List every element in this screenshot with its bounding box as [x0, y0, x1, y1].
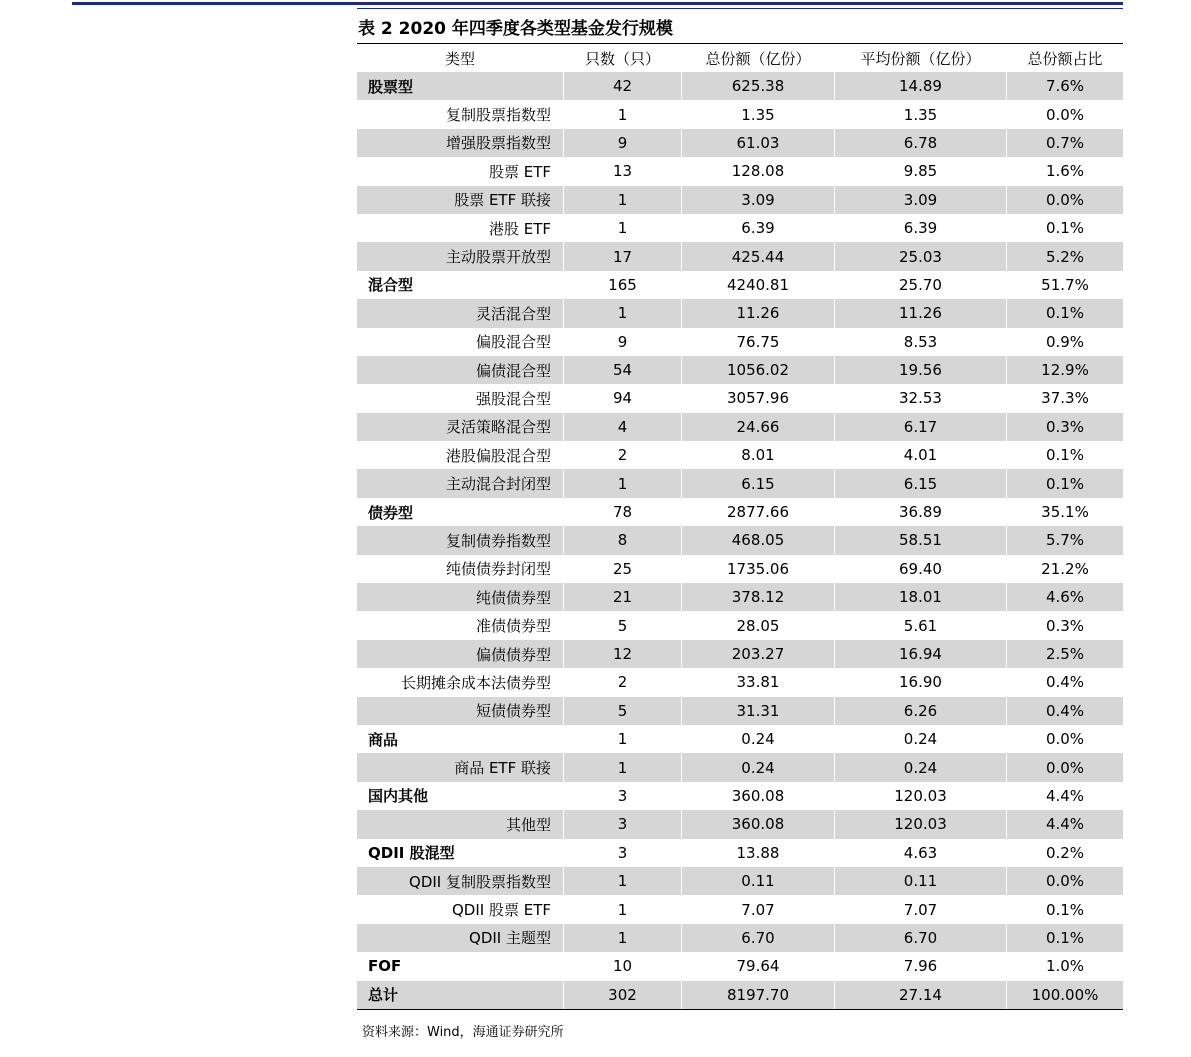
table-row: [357, 242, 1123, 270]
table-row: [357, 413, 1123, 441]
cell-share-ratio: 1.6%: [1045, 162, 1085, 181]
cell-total-shares: 468.05: [682, 526, 835, 554]
cell-total-shares: 28.05: [682, 611, 835, 639]
table-header-row: [357, 44, 1123, 72]
cell-share-ratio: 5.2%: [1045, 247, 1085, 266]
cell-average-shares: 19.56: [835, 356, 1007, 384]
cell-total-shares: 360.08: [682, 782, 835, 810]
cell-average-shares: 1.35: [835, 100, 1007, 128]
cell-share-ratio: 0.1%: [1045, 446, 1085, 465]
cell-average-shares: 25.03: [835, 242, 1007, 270]
cell-average-shares: 32.53: [835, 384, 1007, 412]
cell-total-shares: 0.11: [682, 867, 835, 895]
table-row: [357, 498, 1123, 526]
cell-average-shares: 6.26: [835, 697, 1007, 725]
cell-total-shares: 8.01: [682, 441, 835, 469]
cell-total-shares: 625.38: [682, 72, 835, 100]
cell-share-ratio: 35.1%: [1041, 503, 1089, 522]
cell-count: 78: [564, 498, 682, 526]
cell-type: 国内其他: [357, 782, 564, 810]
table-row: [357, 214, 1123, 242]
cell-average-shares: 7.07: [835, 895, 1007, 923]
cell-count: 1: [564, 867, 682, 895]
cell-total-shares: 360.08: [682, 810, 835, 838]
cell-type: 总计: [357, 981, 564, 1009]
cell-count: 21: [564, 583, 682, 611]
table-row: [357, 328, 1123, 356]
cell-share-ratio: 0.1%: [1045, 219, 1085, 238]
cell-count: 3: [564, 810, 682, 838]
cell-count: 165: [564, 271, 682, 299]
cell-share-ratio: 0.0%: [1045, 190, 1085, 209]
cell-count: 1: [564, 895, 682, 923]
cell-average-shares: 0.24: [835, 725, 1007, 753]
cell-type: QDII 股混型: [357, 839, 564, 867]
cell-total-shares: 3.09: [682, 186, 835, 214]
cell-count: 13: [564, 157, 682, 185]
cell-total-shares: 2877.66: [682, 498, 835, 526]
cell-average-shares: 4.63: [835, 839, 1007, 867]
cell-type: 复制股票指数型: [357, 100, 564, 128]
cell-share-ratio: 51.7%: [1041, 275, 1089, 294]
cell-type: 短债债券型: [357, 697, 564, 725]
cell-count: 3: [564, 839, 682, 867]
cell-average-shares: 14.89: [835, 72, 1007, 100]
cell-count: 1: [564, 753, 682, 781]
cell-total-shares: 1.35: [682, 100, 835, 128]
table-row: [357, 924, 1123, 952]
cell-count: 3: [564, 782, 682, 810]
table-row: [357, 810, 1123, 838]
cell-share-ratio: 4.4%: [1045, 786, 1085, 805]
cell-count: 1: [564, 186, 682, 214]
table-row: [357, 839, 1123, 867]
cell-average-shares: 9.85: [835, 157, 1007, 185]
table-row: [357, 526, 1123, 554]
cell-average-shares: 0.11: [835, 867, 1007, 895]
cell-type: FOF: [357, 952, 564, 980]
table-row: [357, 583, 1123, 611]
cell-share-ratio: 0.0%: [1045, 872, 1085, 891]
table-row: [357, 895, 1123, 923]
cell-type: 增强股票指数型: [357, 129, 564, 157]
column-header-count: 只数（只）: [564, 44, 682, 72]
cell-average-shares: 36.89: [835, 498, 1007, 526]
cell-type: 灵活混合型: [357, 299, 564, 327]
cell-type: QDII 主题型: [357, 924, 564, 952]
cell-total-shares: 24.66: [682, 413, 835, 441]
table-row: [357, 697, 1123, 725]
cell-average-shares: 6.17: [835, 413, 1007, 441]
cell-average-shares: 6.15: [835, 469, 1007, 497]
cell-total-shares: 61.03: [682, 129, 835, 157]
cell-total-shares: 6.15: [682, 469, 835, 497]
cell-count: 1: [564, 725, 682, 753]
cell-type: 主动混合封闭型: [357, 469, 564, 497]
cell-count: 2: [564, 441, 682, 469]
cell-total-shares: 378.12: [682, 583, 835, 611]
cell-type: 股票 ETF 联接: [357, 186, 564, 214]
cell-count: 12: [564, 640, 682, 668]
cell-total-shares: 7.07: [682, 895, 835, 923]
cell-total-shares: 76.75: [682, 328, 835, 356]
cell-total-shares: 6.70: [682, 924, 835, 952]
table-row: [357, 867, 1123, 895]
cell-average-shares: 7.96: [835, 952, 1007, 980]
cell-count: 9: [564, 129, 682, 157]
cell-type: 偏债债券型: [357, 640, 564, 668]
cell-average-shares: 6.70: [835, 924, 1007, 952]
cell-share-ratio: 4.4%: [1045, 815, 1085, 834]
cell-share-ratio: 0.1%: [1045, 304, 1085, 323]
cell-total-shares: 3057.96: [682, 384, 835, 412]
cell-total-shares: 0.24: [682, 725, 835, 753]
cell-share-ratio: 0.3%: [1045, 417, 1085, 436]
cell-share-ratio: 37.3%: [1041, 389, 1089, 408]
table-row: [357, 782, 1123, 810]
cell-count: 54: [564, 356, 682, 384]
table-body: [357, 72, 1123, 1009]
cell-average-shares: 4.01: [835, 441, 1007, 469]
cell-type: 混合型: [357, 271, 564, 299]
cell-type: 强股混合型: [357, 384, 564, 412]
table-row: [357, 668, 1123, 696]
cell-count: 8: [564, 526, 682, 554]
cell-share-ratio: 0.4%: [1045, 701, 1085, 720]
cell-average-shares: 27.14: [835, 981, 1007, 1009]
table-row: [357, 271, 1123, 299]
cell-share-ratio: 2.5%: [1045, 645, 1085, 663]
cell-share-ratio: 7.6%: [1045, 77, 1085, 96]
cell-count: 4: [564, 413, 682, 441]
cell-share-ratio: 0.7%: [1045, 133, 1085, 152]
cell-share-ratio: 0.1%: [1045, 928, 1085, 947]
table-row: [357, 299, 1123, 327]
table-row: [357, 952, 1123, 980]
column-header-total-shares: 总份额（亿份）: [682, 44, 835, 72]
cell-type: 港股 ETF: [357, 214, 564, 242]
cell-average-shares: 3.09: [835, 186, 1007, 214]
cell-total-shares: 0.24: [682, 753, 835, 781]
cell-share-ratio: 100.00%: [1031, 985, 1099, 1004]
cell-count: 42: [564, 72, 682, 100]
cell-type: 纯债债券型: [357, 583, 564, 611]
cell-count: 10: [564, 952, 682, 980]
cell-total-shares: 1735.06: [682, 555, 835, 583]
column-header-share-ratio: 总份额占比: [1027, 49, 1103, 68]
cell-total-shares: 13.88: [682, 839, 835, 867]
table-row: [357, 129, 1123, 157]
table-row: [357, 356, 1123, 384]
cell-total-shares: 6.39: [682, 214, 835, 242]
cell-type: 偏债混合型: [357, 356, 564, 384]
cell-count: 5: [564, 697, 682, 725]
cell-share-ratio: 0.0%: [1045, 758, 1085, 777]
cell-type: 商品 ETF 联接: [357, 753, 564, 781]
cell-count: 25: [564, 555, 682, 583]
table-row: [357, 441, 1123, 469]
source-note: 资料来源：Wind，海通证券研究所: [362, 1025, 564, 1040]
table-row: [357, 981, 1123, 1009]
table-row: [357, 555, 1123, 583]
cell-share-ratio: 0.0%: [1045, 105, 1085, 124]
cell-count: 1: [564, 299, 682, 327]
cell-type: 债券型: [357, 498, 564, 526]
cell-average-shares: 58.51: [835, 526, 1007, 554]
table-row: [357, 469, 1123, 497]
table-bottom-rule: [357, 1009, 1123, 1010]
cell-share-ratio: 12.9%: [1041, 361, 1089, 380]
cell-total-shares: 33.81: [682, 668, 835, 696]
cell-type: 复制债券指数型: [357, 526, 564, 554]
cell-average-shares: 6.39: [835, 214, 1007, 242]
cell-average-shares: 8.53: [835, 328, 1007, 356]
cell-share-ratio: 0.0%: [1045, 730, 1085, 749]
cell-total-shares: 11.26: [682, 299, 835, 327]
cell-type: 纯债债券封闭型: [357, 555, 564, 583]
fund-issuance-table: [357, 44, 1123, 1009]
cell-share-ratio: 0.1%: [1045, 474, 1085, 493]
cell-average-shares: 120.03: [835, 810, 1007, 838]
cell-count: 1: [564, 924, 682, 952]
cell-total-shares: 8197.70: [682, 981, 835, 1009]
cell-type: 股票型: [357, 72, 564, 100]
table-row: [357, 384, 1123, 412]
cell-average-shares: 25.70: [835, 271, 1007, 299]
cell-share-ratio: 5.7%: [1045, 531, 1085, 550]
table-row: [357, 640, 1123, 668]
cell-total-shares: 31.31: [682, 697, 835, 725]
table-row: [357, 100, 1123, 128]
table-title: 表 2 2020 年四季度各类型基金发行规模: [358, 19, 673, 39]
cell-type: 偏股混合型: [357, 328, 564, 356]
cell-count: 94: [564, 384, 682, 412]
cell-count: 302: [564, 981, 682, 1009]
column-header-average-shares: 平均份额（亿份）: [835, 44, 1007, 72]
cell-total-shares: 425.44: [682, 242, 835, 270]
cell-type: 准债债券型: [357, 611, 564, 639]
cell-type: 灵活策略混合型: [357, 413, 564, 441]
cell-total-shares: 203.27: [682, 640, 835, 668]
cell-average-shares: 18.01: [835, 583, 1007, 611]
cell-total-shares: 1056.02: [682, 356, 835, 384]
cell-count: 1: [564, 100, 682, 128]
cell-share-ratio: 0.4%: [1045, 673, 1085, 692]
cell-average-shares: 11.26: [835, 299, 1007, 327]
cell-average-shares: 6.78: [835, 129, 1007, 157]
cell-total-shares: 4240.81: [682, 271, 835, 299]
table-row: [357, 725, 1123, 753]
table-row: [357, 72, 1123, 100]
cell-count: 17: [564, 242, 682, 270]
table-row: [357, 753, 1123, 781]
cell-type: 长期摊余成本法债券型: [357, 668, 564, 696]
cell-type: QDII 复制股票指数型: [357, 867, 564, 895]
cell-count: 1: [564, 214, 682, 242]
cell-share-ratio: 1.0%: [1045, 957, 1085, 976]
cell-type: 商品: [357, 725, 564, 753]
cell-average-shares: 5.61: [835, 611, 1007, 639]
cell-type: 主动股票开放型: [357, 242, 564, 270]
header-rule: [72, 2, 1123, 5]
table-row: [357, 186, 1123, 214]
cell-average-shares: 120.03: [835, 782, 1007, 810]
table-row: [357, 157, 1123, 185]
cell-average-shares: 0.24: [835, 753, 1007, 781]
cell-share-ratio: 0.2%: [1045, 843, 1085, 862]
cell-type: QDII 股票 ETF: [357, 895, 564, 923]
cell-share-ratio: 21.2%: [1041, 559, 1089, 578]
cell-share-ratio: 4.6%: [1045, 588, 1085, 607]
cell-average-shares: 69.40: [835, 555, 1007, 583]
column-header-type: 类型: [357, 44, 564, 72]
cell-count: 9: [564, 328, 682, 356]
cell-share-ratio: 0.3%: [1045, 616, 1085, 635]
cell-count: 1: [564, 469, 682, 497]
cell-average-shares: 16.94: [835, 640, 1007, 668]
cell-total-shares: 79.64: [682, 952, 835, 980]
cell-average-shares: 16.90: [835, 668, 1007, 696]
cell-count: 5: [564, 611, 682, 639]
header-rule-thin: [357, 8, 1123, 9]
cell-count: 2: [564, 668, 682, 696]
cell-share-ratio: 0.1%: [1045, 900, 1085, 919]
cell-type: 其他型: [357, 810, 564, 838]
cell-total-shares: 128.08: [682, 157, 835, 185]
cell-type: 港股偏股混合型: [357, 441, 564, 469]
cell-type: 股票 ETF: [357, 157, 564, 185]
table-row: [357, 611, 1123, 639]
cell-share-ratio: 0.9%: [1045, 332, 1085, 351]
